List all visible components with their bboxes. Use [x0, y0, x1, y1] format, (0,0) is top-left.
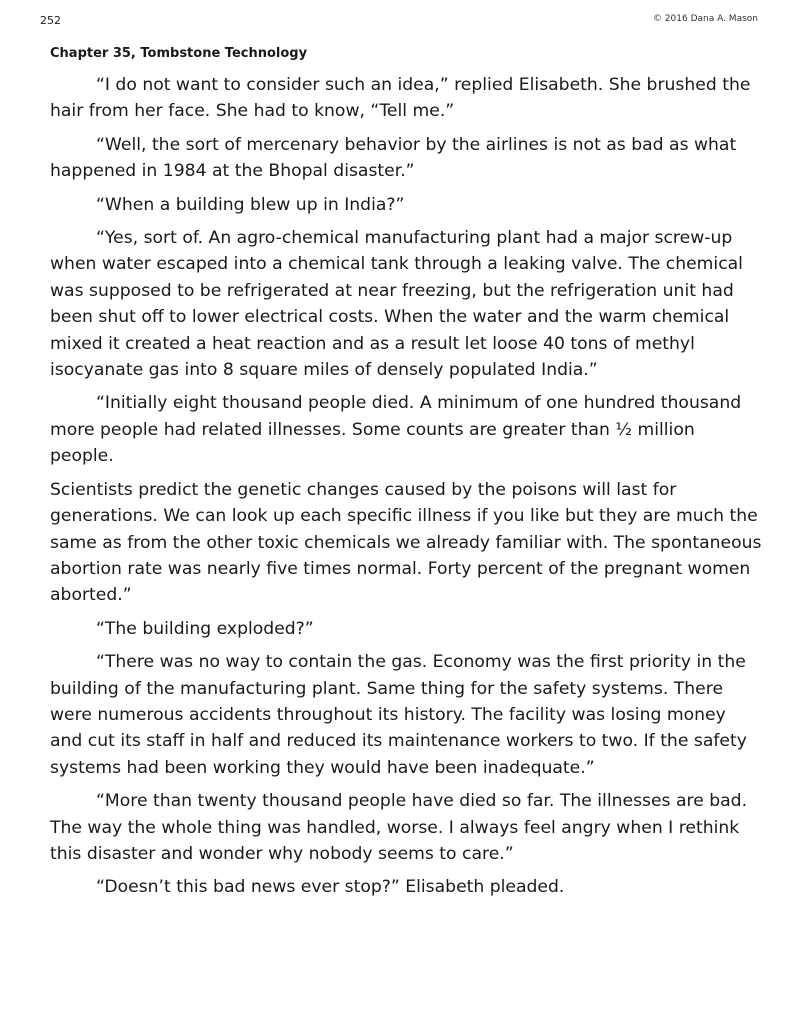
- copyright-notice: © 2016 Dana A. Mason: [652, 14, 758, 24]
- paragraph: “Well, the sort of mercenary behavior by the airlines is not as bad as what happened in 1984 at the Bhopal disaster.”: [50, 134, 737, 182]
- paragraph: “There was no way to contain the gas. Economy was the first priority in the building of the manufacturing plant. Same thing for the safety systems. There were numerous accidents throughout its history. The facility was losing money and cut its staff in half and reduced its maintenance workers to two. If the safety systems had been working they would have been inadequate.”: [50, 652, 747, 778]
- body-text: [50, 72, 762, 908]
- paragraph: “Doesn’t this bad news ever stop?” Elisabeth pleaded.: [96, 877, 565, 898]
- paragraph: “I do not want to consider such an idea,” replied Elisabeth. She brushed the hair from her face. She had to know, “Tell me.”: [50, 75, 751, 122]
- paragraph: “When a building blew up in India?”: [96, 194, 405, 215]
- paragraph: “Initially eight thousand people died. A minimum of one hundred thousand more people had related illnesses. Some counts are greater than ½ million people.: [50, 393, 742, 467]
- page-number: 252: [40, 14, 61, 27]
- paragraph: Scientists predict the genetic changes caused by the poisons will last for generations. We can look up each specific illness if you like but they are much the same as from the other toxic chemicals we already familiar with. The spontaneous abortion rate was nearly five times normal. Forty percent of the pregnant women aborted.”: [50, 479, 762, 606]
- paragraph: “The building exploded?”: [96, 618, 314, 639]
- paragraph: “Yes, sort of. An agro-chemical manufacturing plant had a major screw-up when water escaped into a chemical tank through a leaking valve. The chemical was supposed to be refrigerated at near freezing, but the refrigeration unit had been shut off to lower electrical costs. When the water and the warm chemical mixed it created a heat reaction and as a result let loose 40 tons of methyl isocyanate gas into 8 square miles of densely populated India.”: [50, 228, 743, 381]
- chapter-heading: Chapter 35, Tombstone Technology: [50, 46, 308, 61]
- paragraph: “More than twenty thousand people have died so far. The illnesses are bad. The way the whole thing was handled, worse. I always feel angry when I rethink this disaster and wonder why nobody seems to care.”: [50, 791, 748, 864]
